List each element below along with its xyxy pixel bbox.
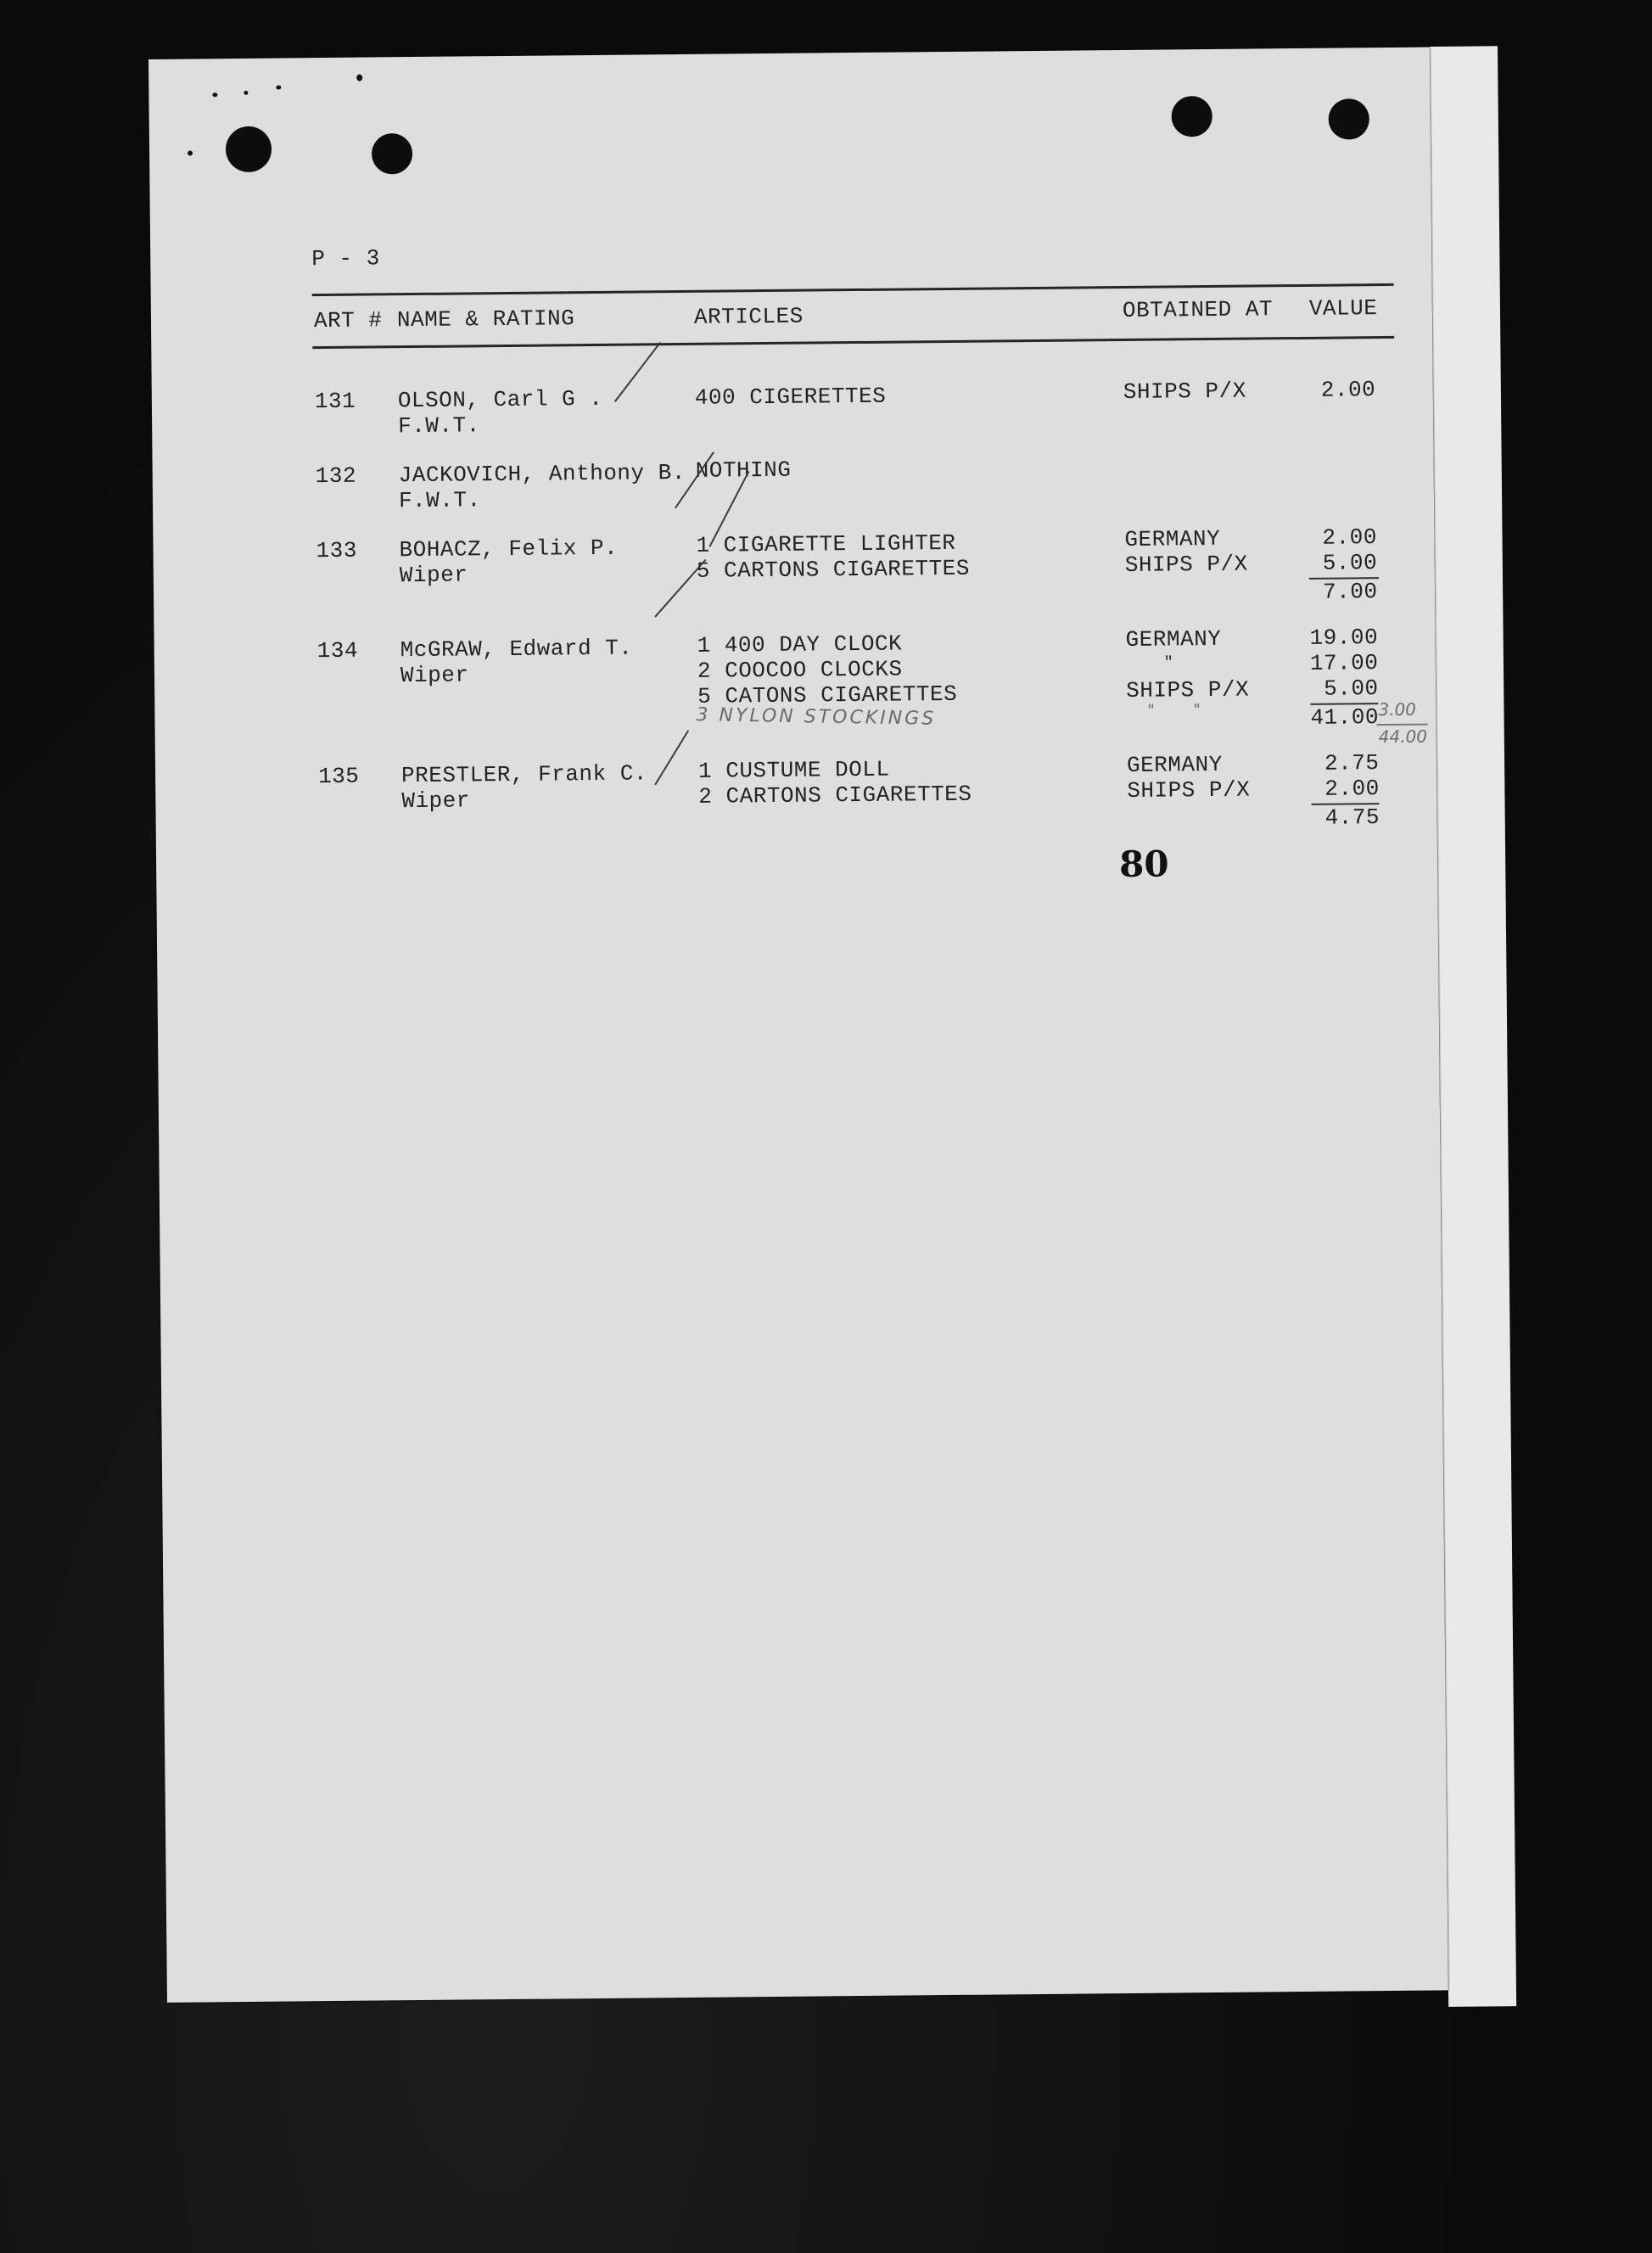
article-item: 2 CARTONS CIGARETTES (698, 781, 972, 810)
punch-hole-left-1 (226, 126, 272, 173)
art-number: 131 (314, 388, 356, 415)
entry-total: 7.00 (1322, 579, 1378, 605)
sailor-rating: F.W.T. (398, 487, 481, 514)
item-value: 5.00 (1322, 550, 1378, 576)
article-item: 400 CIGERETTES (694, 383, 887, 411)
punch-hole-right-1 (1171, 96, 1212, 137)
stamped-page-number: 80 (1118, 843, 1169, 886)
obtained-location: SHIPS P/X (1127, 776, 1251, 804)
item-value: 5.00 (1324, 675, 1379, 702)
sailor-name: JACKOVICH, Anthony B. (398, 459, 686, 489)
obtained-location: GERMANY (1126, 751, 1223, 778)
sailor-rating: Wiper (400, 662, 469, 689)
dust-speck (276, 86, 281, 90)
header-name-rating: NAME & RATING (396, 305, 575, 333)
header-articles: ARTICLES (693, 303, 804, 330)
obtained-location: SHIPS P/X (1124, 551, 1248, 578)
article-item: 5 CATONS CIGARETTES (697, 681, 958, 709)
item-value: 19.00 (1309, 625, 1379, 651)
dust-speck (244, 91, 248, 95)
dust-speck (212, 92, 217, 97)
obtained-location: SHIPS P/X (1126, 676, 1250, 703)
punch-hole-left-2 (372, 133, 412, 174)
item-value: 2.75 (1324, 750, 1380, 776)
obtained-location: GERMANY (1125, 625, 1222, 653)
header-rule-top (312, 283, 1394, 296)
sailor-rating: F.W.T. (398, 412, 480, 440)
item-value: 2.00 (1324, 776, 1380, 802)
obtained-location: SHIPS P/X (1123, 378, 1246, 405)
art-number: 135 (317, 763, 360, 790)
handwritten-total: 44.00 (1378, 726, 1428, 748)
check-mark (654, 730, 689, 785)
obtained-location: GERMANY (1124, 525, 1221, 552)
handwritten-article: 3 NYLON STOCKINGS (696, 704, 937, 730)
header-value: VALUE (1308, 295, 1378, 322)
dust-speck (356, 75, 362, 81)
sailor-name: PRESTLER, Frank C. (400, 760, 648, 789)
article-item: 1 400 DAY CLOCK (697, 631, 903, 659)
document-page (148, 48, 1448, 2003)
handwritten-value: 3.00 (1378, 698, 1417, 720)
sailor-name: McGRAW, Edward T. (400, 635, 633, 664)
page-label: P - 3 (311, 245, 380, 272)
obtained-ditto: " (1163, 654, 1174, 672)
header-obtained-at: OBTAINED AT (1122, 296, 1274, 323)
article-item: 5 CARTONS CIGARETTES (696, 555, 971, 584)
check-mark (614, 342, 661, 402)
handwritten-obtained: " " (1147, 701, 1201, 720)
header-art-number: ART # (313, 307, 383, 334)
sailor-name: OLSON, Carl G . (397, 385, 603, 414)
item-value: 17.00 (1309, 650, 1379, 676)
punch-hole-right-2 (1329, 98, 1369, 139)
dust-speck (188, 151, 193, 156)
item-value: 2.00 (1322, 524, 1378, 551)
item-value: 2.00 (1320, 377, 1376, 403)
sailor-rating: Wiper (401, 787, 471, 815)
article-item: NOTHING (695, 457, 792, 484)
art-number: 132 (315, 462, 357, 490)
article-item: 1 CIGARETTE LIGHTER (696, 530, 956, 558)
header-rule-bottom (312, 336, 1394, 349)
entry-total: 41.00 (1310, 704, 1380, 731)
sailor-name: BOHACZ, Felix P. (399, 535, 619, 563)
article-item: 1 CUSTUME DOLL (697, 756, 890, 784)
art-number: 133 (316, 537, 358, 564)
art-number: 134 (316, 637, 359, 664)
sailor-rating: Wiper (399, 562, 468, 589)
check-mark (654, 559, 706, 618)
article-item: 2 COOCOO CLOCKS (697, 656, 903, 684)
entry-total: 4.75 (1324, 804, 1380, 831)
